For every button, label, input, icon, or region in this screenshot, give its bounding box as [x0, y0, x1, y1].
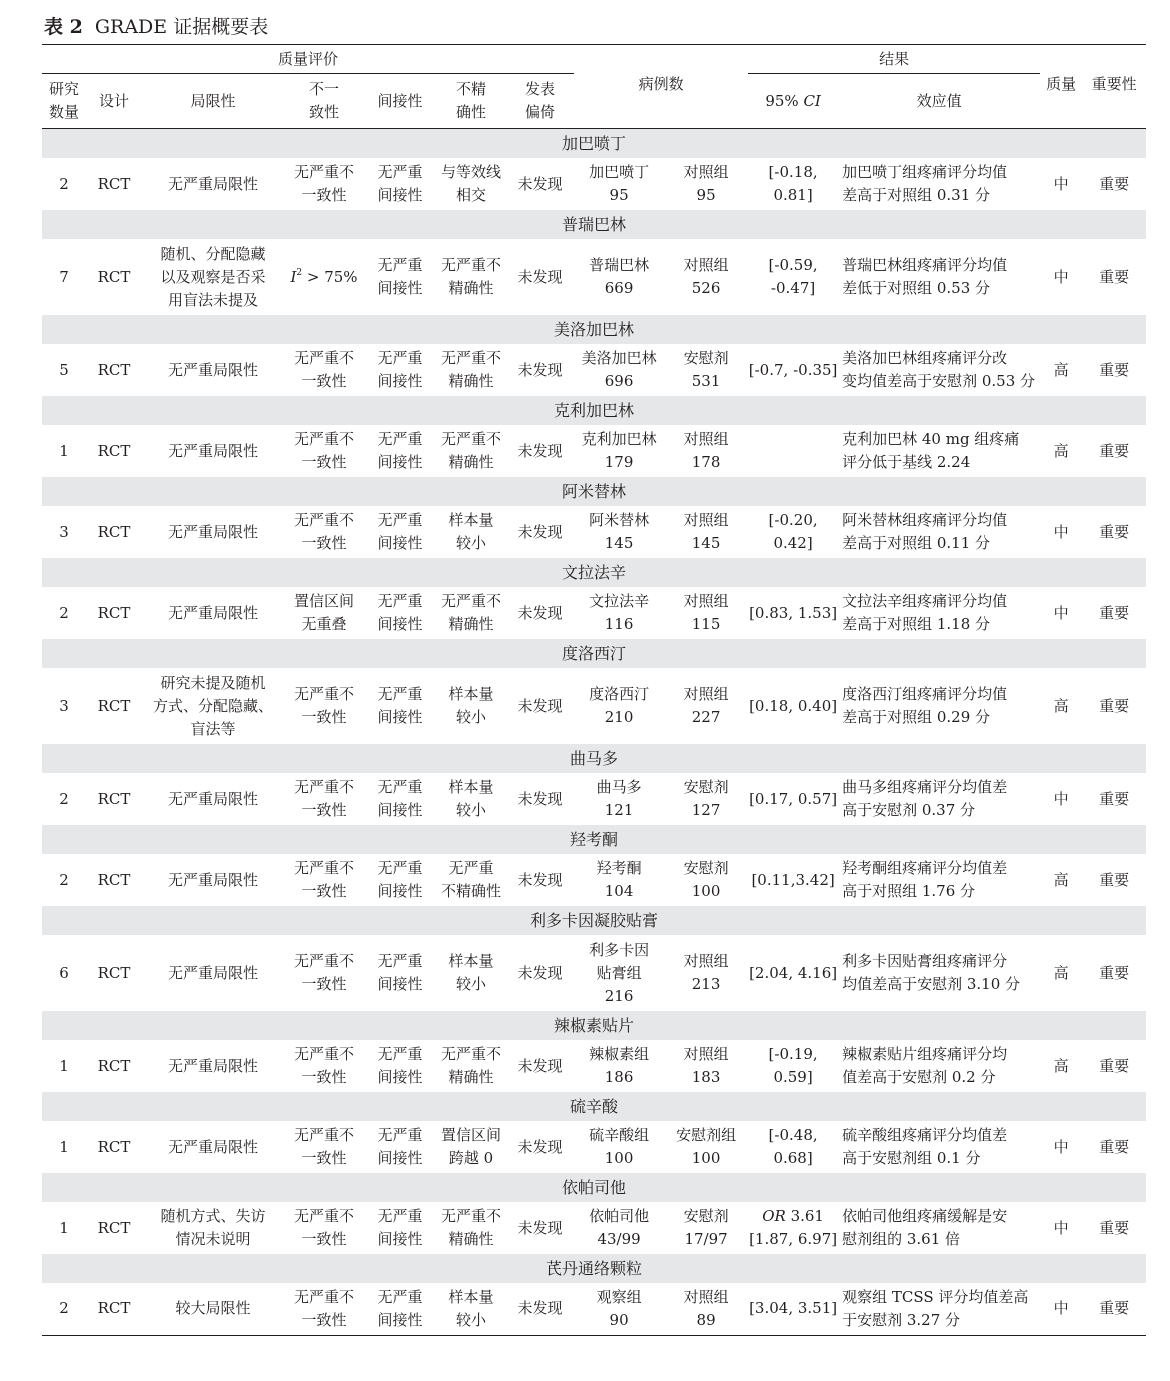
table-row [42, 935, 1146, 1011]
drug-name: 阿米替林 [42, 477, 1146, 506]
importance-cell: 重要 [1099, 1218, 1130, 1237]
publication-bias-cell: 未发现 [517, 1056, 563, 1075]
drug-name: 普瑞巴林 [42, 210, 1146, 239]
publication-bias-cell: 未发现 [517, 963, 563, 982]
drug-header-row [42, 744, 1146, 773]
limitation-cell: 无严重局限性 [167, 963, 258, 982]
ci-cell: [0.11,3.42] [751, 870, 835, 889]
i2-letter: I [290, 267, 297, 286]
table-row [42, 668, 1146, 744]
indirectness-cell: 无严重 间接性 [377, 163, 423, 204]
ci-cell: [-0.59, -0.47] [768, 256, 818, 297]
drug-name: 曲马多 [42, 744, 1146, 773]
design-cell: RCT [97, 1218, 131, 1237]
table-row [42, 1283, 1146, 1335]
imprecision-cell: 置信区间 跨越 0 [440, 1126, 501, 1167]
inconsistency-cell: 无严重不 一致性 [293, 1207, 354, 1248]
table-row [42, 854, 1146, 906]
cases-control-cell: 安慰剂 17/97 [683, 1207, 729, 1248]
quality-cell: 高 [1053, 696, 1069, 715]
importance-cell: 重要 [1099, 789, 1130, 808]
quality-cell: 中 [1053, 267, 1069, 286]
drug-name: 硫辛酸 [42, 1092, 1146, 1121]
importance-cell: 重要 [1099, 522, 1130, 541]
limitations-header: 局限性 [142, 74, 284, 129]
indirectness-cell: 无严重 间接性 [377, 349, 423, 390]
ci-cell: [0.18, 0.40] [749, 696, 838, 715]
quality-cell: 中 [1040, 1283, 1082, 1335]
design-cell: RCT [86, 1283, 142, 1335]
limitation-cell: 无严重局限性 [167, 870, 258, 889]
table-row [42, 158, 1146, 210]
ci-cell: [0.83, 1.53] [749, 603, 838, 622]
imprecision-cell: 无严重不 精确性 [440, 1045, 501, 1086]
imprecision-cell: 无严重不 精确性 [440, 430, 501, 471]
publication-bias-cell: 未发现 [517, 870, 563, 889]
or-value: 3.61 [785, 1207, 824, 1225]
effect-cell: 曲马多组疼痛评分均值差 高于安慰剂 0.37 分 [842, 778, 1008, 819]
study-count-cell: 5 [59, 360, 69, 379]
quality-cell: 中 [1053, 1218, 1069, 1237]
ci-cell: [-0.18, 0.81] [768, 163, 818, 204]
study-count-header: 研究 数量 [42, 74, 86, 129]
study-count-cell: 1 [59, 1056, 69, 1075]
drug-header-row [42, 1092, 1146, 1121]
ci-cell: [0.17, 0.57] [749, 789, 838, 808]
publication-bias-cell: 未发现 [517, 1218, 563, 1237]
cases-control-cell: 对照组 183 [683, 1045, 729, 1086]
or-label: OR [762, 1207, 786, 1225]
importance-header: 重要性 [1082, 45, 1146, 129]
design-cell: RCT [97, 174, 131, 193]
limitation-cell: 无严重局限性 [167, 174, 258, 193]
effect-cell: 辣椒素贴片组疼痛评分均 值差高于安慰剂 0.2 分 [842, 1045, 1008, 1086]
inconsistency-cell: 无严重不 一致性 [293, 859, 354, 900]
quality-cell: 中 [1053, 1137, 1069, 1156]
table-row [42, 1121, 1146, 1173]
publication-bias-cell: 未发现 [517, 174, 563, 193]
ci-cell [748, 425, 838, 477]
quality-cell: 高 [1053, 441, 1069, 460]
design-cell: RCT [97, 522, 131, 541]
indirectness-cell: 无严重 间接性 [377, 952, 423, 993]
cases-control-cell: 对照组 526 [683, 256, 729, 297]
cases-treatment-cell: 美洛加巴林 696 [581, 349, 657, 390]
imprecision-cell: 无严重不 精确性 [440, 1207, 501, 1248]
imprecision-cell: 样本量 较小 [448, 685, 494, 726]
cases-treatment-cell: 硫辛酸组 100 [589, 1126, 650, 1167]
drug-header-row [42, 639, 1146, 668]
cases-treatment-cell: 羟考酮 104 [596, 859, 642, 900]
study-count-cell: 1 [59, 441, 69, 460]
design-cell: RCT [97, 603, 131, 622]
ci-cell: [-0.7, -0.35] [748, 360, 838, 379]
inconsistency-header: 不一 致性 [284, 74, 364, 129]
quality-cell: 中 [1053, 789, 1069, 808]
publication-bias-cell: 未发现 [506, 1283, 574, 1335]
importance-cell: 重要 [1099, 696, 1130, 715]
study-count-cell: 7 [59, 267, 69, 286]
imprecision-cell: 样本量 较小 [436, 1283, 506, 1335]
ci-cell: [-0.48, 0.68] [768, 1126, 818, 1167]
study-count-cell: 2 [42, 1283, 86, 1335]
limitation-cell: 研究未提及随机 方式、分配隐藏、 盲法等 [152, 673, 273, 738]
design-cell: RCT [97, 1056, 131, 1075]
ci-header [748, 74, 838, 129]
table-row [42, 344, 1146, 396]
drug-name: 文拉法辛 [42, 558, 1146, 587]
drug-name: 度洛西汀 [42, 639, 1146, 668]
indirectness-cell: 无严重 间接性 [377, 1207, 423, 1248]
ci-cell [748, 1202, 838, 1254]
drug-header-row [42, 1254, 1146, 1283]
indirectness-cell: 无严重 间接性 [377, 778, 423, 819]
importance-cell: 重要 [1099, 267, 1130, 286]
indirectness-cell: 无严重 间接性 [377, 859, 423, 900]
importance-cell: 重要 [1099, 603, 1130, 622]
publication-bias-header: 发表 偏倚 [506, 74, 574, 129]
table-row [42, 239, 1146, 315]
importance-cell: 重要 [1099, 174, 1130, 193]
quality-cell: 高 [1053, 360, 1069, 379]
drug-header-row [42, 129, 1146, 159]
drug-name: 芪丹通络颗粒 [42, 1254, 1146, 1283]
design-cell: RCT [97, 696, 131, 715]
table-row [42, 587, 1146, 639]
cases-treatment-cell: 观察组 90 [574, 1283, 664, 1335]
study-count-cell: 2 [59, 174, 69, 193]
inconsistency-cell [284, 239, 364, 315]
importance-cell: 重要 [1099, 1137, 1130, 1156]
inconsistency-cell: 无严重不 一致性 [293, 685, 354, 726]
design-cell: RCT [97, 789, 131, 808]
cases-header: 病例数 [574, 45, 748, 129]
or-ci: [1.87, 6.97] [749, 1230, 838, 1248]
limitation-cell: 无严重局限性 [167, 522, 258, 541]
i2-superscript: 2 [296, 267, 303, 278]
design-cell: RCT [97, 267, 131, 286]
quality-cell: 高 [1053, 870, 1069, 889]
publication-bias-cell: 未发现 [517, 603, 563, 622]
quality-header: 质量 [1040, 45, 1082, 129]
table-title-text: GRADE 证据概要表 [94, 16, 269, 38]
importance-cell: 重要 [1099, 963, 1130, 982]
inconsistency-cell: 无严重不 一致性 [293, 952, 354, 993]
design-cell: RCT [97, 963, 131, 982]
publication-bias-cell: 未发现 [517, 267, 563, 286]
imprecision-header: 不精 确性 [436, 74, 506, 129]
drug-header-row [42, 396, 1146, 425]
design-cell: RCT [97, 441, 131, 460]
cases-treatment-cell: 文拉法辛 116 [589, 592, 650, 633]
ci-header-prefix: 95% [765, 91, 804, 110]
study-count-cell: 1 [59, 1137, 69, 1156]
inconsistency-cell: 无严重不 一致性 [293, 1126, 354, 1167]
publication-bias-cell: 未发现 [517, 696, 563, 715]
indirectness-cell: 无严重 间接性 [377, 430, 423, 471]
study-count-cell: 3 [59, 696, 69, 715]
inconsistency-cell: 无严重不 一致性 [293, 163, 354, 204]
indirectness-cell: 无严重 间接性 [377, 1045, 423, 1086]
indirectness-cell: 无严重 间接性 [377, 1126, 423, 1167]
grade-evidence-table [42, 44, 1146, 1336]
imprecision-cell: 样本量 较小 [448, 511, 494, 552]
drug-header-row [42, 1173, 1146, 1202]
table-number: 表 2 [44, 16, 83, 38]
publication-bias-cell: 未发现 [517, 1137, 563, 1156]
quality-cell: 中 [1053, 174, 1069, 193]
inconsistency-cell: 无严重不 一致性 [293, 349, 354, 390]
cases-treatment-cell: 加巴喷丁 95 [589, 163, 650, 204]
cases-control-cell: 对照组 227 [683, 685, 729, 726]
imprecision-cell: 无严重不 精确性 [440, 256, 501, 297]
indirectness-header: 间接性 [364, 74, 436, 129]
effect-header: 效应值 [838, 74, 1040, 129]
effect-cell: 美洛加巴林组疼痛评分改 变均值差高于安慰剂 0.53 分 [842, 349, 1036, 390]
effect-cell: 文拉法辛组疼痛评分均值 差高于对照组 1.18 分 [842, 592, 1008, 633]
cases-treatment-cell: 阿米替林 145 [589, 511, 650, 552]
drug-header-row [42, 315, 1146, 344]
limitation-cell: 无严重局限性 [167, 360, 258, 379]
importance-cell: 重要 [1082, 1283, 1146, 1335]
drug-name: 加巴喷丁 [42, 129, 1146, 159]
cases-control-cell: 对照组 115 [683, 592, 729, 633]
imprecision-cell: 无严重 不精确性 [440, 859, 501, 900]
design-cell: RCT [97, 1137, 131, 1156]
study-count-cell: 2 [59, 870, 69, 889]
publication-bias-cell: 未发现 [517, 360, 563, 379]
publication-bias-cell: 未发现 [517, 441, 563, 460]
drug-name: 克利加巴林 [42, 396, 1146, 425]
cases-treatment-cell: 克利加巴林 179 [581, 430, 657, 471]
i2-threshold: > 75% [302, 267, 358, 286]
ci-header-italic: CI [803, 91, 821, 110]
cases-treatment-cell: 利多卡因 贴膏组 216 [589, 940, 650, 1005]
inconsistency-cell: 无严重不 一致性 [293, 778, 354, 819]
drug-name: 美洛加巴林 [42, 315, 1146, 344]
ci-cell: [2.04, 4.16] [749, 963, 838, 982]
table-row [42, 425, 1146, 477]
drug-name: 辣椒素贴片 [42, 1011, 1146, 1040]
drug-header-row [42, 825, 1146, 854]
inconsistency-cell: 无严重不 一致性 [284, 1283, 364, 1335]
drug-header-row [42, 1011, 1146, 1040]
importance-cell: 重要 [1099, 360, 1130, 379]
importance-cell: 重要 [1099, 1056, 1130, 1075]
effect-cell: 普瑞巴林组疼痛评分均值 差低于对照组 0.53 分 [842, 256, 1008, 297]
results-header: 结果 [748, 45, 1040, 74]
quality-cell: 高 [1053, 963, 1069, 982]
inconsistency-cell: 无严重不 一致性 [293, 1045, 354, 1086]
effect-cell: 利多卡因贴膏组疼痛评分 均值差高于安慰剂 3.10 分 [842, 952, 1021, 993]
effect-cell: 阿米替林组疼痛评分均值 差高于对照组 0.11 分 [842, 511, 1008, 552]
table-body [42, 129, 1146, 1336]
cases-control-cell: 对照组 213 [683, 952, 729, 993]
cases-control-cell: 对照组 178 [683, 430, 729, 471]
effect-cell: 依帕司他组疼痛缓解是安 慰剂组的 3.61 倍 [842, 1207, 1008, 1248]
indirectness-cell: 无严重 间接性 [377, 256, 423, 297]
publication-bias-cell: 未发现 [517, 522, 563, 541]
quality-cell: 中 [1053, 522, 1069, 541]
study-count-cell: 6 [59, 963, 69, 982]
effect-cell: 硫辛酸组疼痛评分均值差 高于安慰剂组 0.1 分 [842, 1126, 1008, 1167]
effect-cell: 度洛西汀组疼痛评分均值 差高于对照组 0.29 分 [842, 685, 1008, 726]
table-row [42, 773, 1146, 825]
imprecision-cell: 与等效线 相交 [440, 163, 501, 204]
drug-header-row [42, 477, 1146, 506]
inconsistency-cell: 无严重不 一致性 [293, 430, 354, 471]
effect-cell: 克利加巴林 40 mg 组疼痛 评分低于基线 2.24 [842, 430, 1020, 471]
ci-cell: [-0.19, 0.59] [768, 1045, 818, 1086]
limitation-cell: 无严重局限性 [167, 1137, 258, 1156]
table-row [42, 1202, 1146, 1254]
indirectness-cell: 无严重 间接性 [364, 1283, 436, 1335]
ci-cell: [-0.20, 0.42] [768, 511, 818, 552]
drug-header-row [42, 906, 1146, 935]
imprecision-cell: 无严重不 精确性 [440, 349, 501, 390]
indirectness-cell: 无严重 间接性 [377, 685, 423, 726]
limitation-cell: 无严重局限性 [167, 789, 258, 808]
imprecision-cell: 样本量 较小 [448, 952, 494, 993]
effect-cell: 观察组 TCSS 评分均值差高 于安慰剂 3.27 分 [838, 1283, 1040, 1335]
effect-cell: 羟考酮组疼痛评分均值差 高于对照组 1.76 分 [842, 859, 1008, 900]
design-header: 设计 [86, 74, 142, 129]
limitation-cell: 随机方式、失访 情况未说明 [160, 1207, 266, 1248]
quality-assessment-header: 质量评价 [42, 45, 574, 74]
cases-treatment-cell: 依帕司他 43/99 [589, 1207, 650, 1248]
inconsistency-cell: 无严重不 一致性 [293, 511, 354, 552]
importance-cell: 重要 [1099, 441, 1130, 460]
drug-header-row [42, 210, 1146, 239]
drug-header-row [42, 558, 1146, 587]
imprecision-cell: 无严重不 精确性 [440, 592, 501, 633]
design-cell: RCT [97, 870, 131, 889]
cases-treatment-cell: 曲马多 121 [596, 778, 642, 819]
limitation-cell: 较大局限性 [142, 1283, 284, 1335]
drug-name: 利多卡因凝胶贴膏 [42, 906, 1146, 935]
quality-cell: 高 [1053, 1056, 1069, 1075]
cases-control-cell: 安慰剂 127 [683, 778, 729, 819]
drug-name: 羟考酮 [42, 825, 1146, 854]
cases-treatment-cell: 辣椒素组 186 [589, 1045, 650, 1086]
indirectness-cell: 无严重 间接性 [377, 592, 423, 633]
cases-control-cell: 安慰剂 531 [683, 349, 729, 390]
limitation-cell: 无严重局限性 [167, 1056, 258, 1075]
inconsistency-cell: 置信区间 无重叠 [293, 592, 354, 633]
cases-control-cell: 对照组 95 [683, 163, 729, 204]
imprecision-cell: 样本量 较小 [448, 778, 494, 819]
importance-cell: 重要 [1099, 870, 1130, 889]
cases-treatment-cell: 普瑞巴林 669 [589, 256, 650, 297]
ci-cell: [3.04, 3.51] [748, 1283, 838, 1335]
table-row [42, 1040, 1146, 1092]
limitation-cell: 无严重局限性 [167, 441, 258, 460]
drug-name: 依帕司他 [42, 1173, 1146, 1202]
limitation-cell: 无严重局限性 [167, 603, 258, 622]
cases-control-cell: 安慰剂 100 [683, 859, 729, 900]
table-row [42, 506, 1146, 558]
indirectness-cell: 无严重 间接性 [377, 511, 423, 552]
quality-cell: 中 [1053, 603, 1069, 622]
design-cell: RCT [97, 360, 131, 379]
study-count-cell: 2 [59, 789, 69, 808]
study-count-cell: 1 [59, 1218, 69, 1237]
cases-control-cell: 对照组 145 [683, 511, 729, 552]
effect-cell: 加巴喷丁组疼痛评分均值 差高于对照组 0.31 分 [842, 163, 1008, 204]
study-count-cell: 3 [59, 522, 69, 541]
cases-control-cell: 对照组 89 [664, 1283, 748, 1335]
study-count-cell: 2 [59, 603, 69, 622]
cases-control-cell: 安慰剂组 100 [676, 1126, 737, 1167]
publication-bias-cell: 未发现 [517, 789, 563, 808]
cases-treatment-cell: 度洛西汀 210 [589, 685, 650, 726]
table-title [44, 12, 268, 39]
limitation-cell: 随机、分配隐藏 以及观察是否采 用盲法未提及 [160, 244, 266, 309]
